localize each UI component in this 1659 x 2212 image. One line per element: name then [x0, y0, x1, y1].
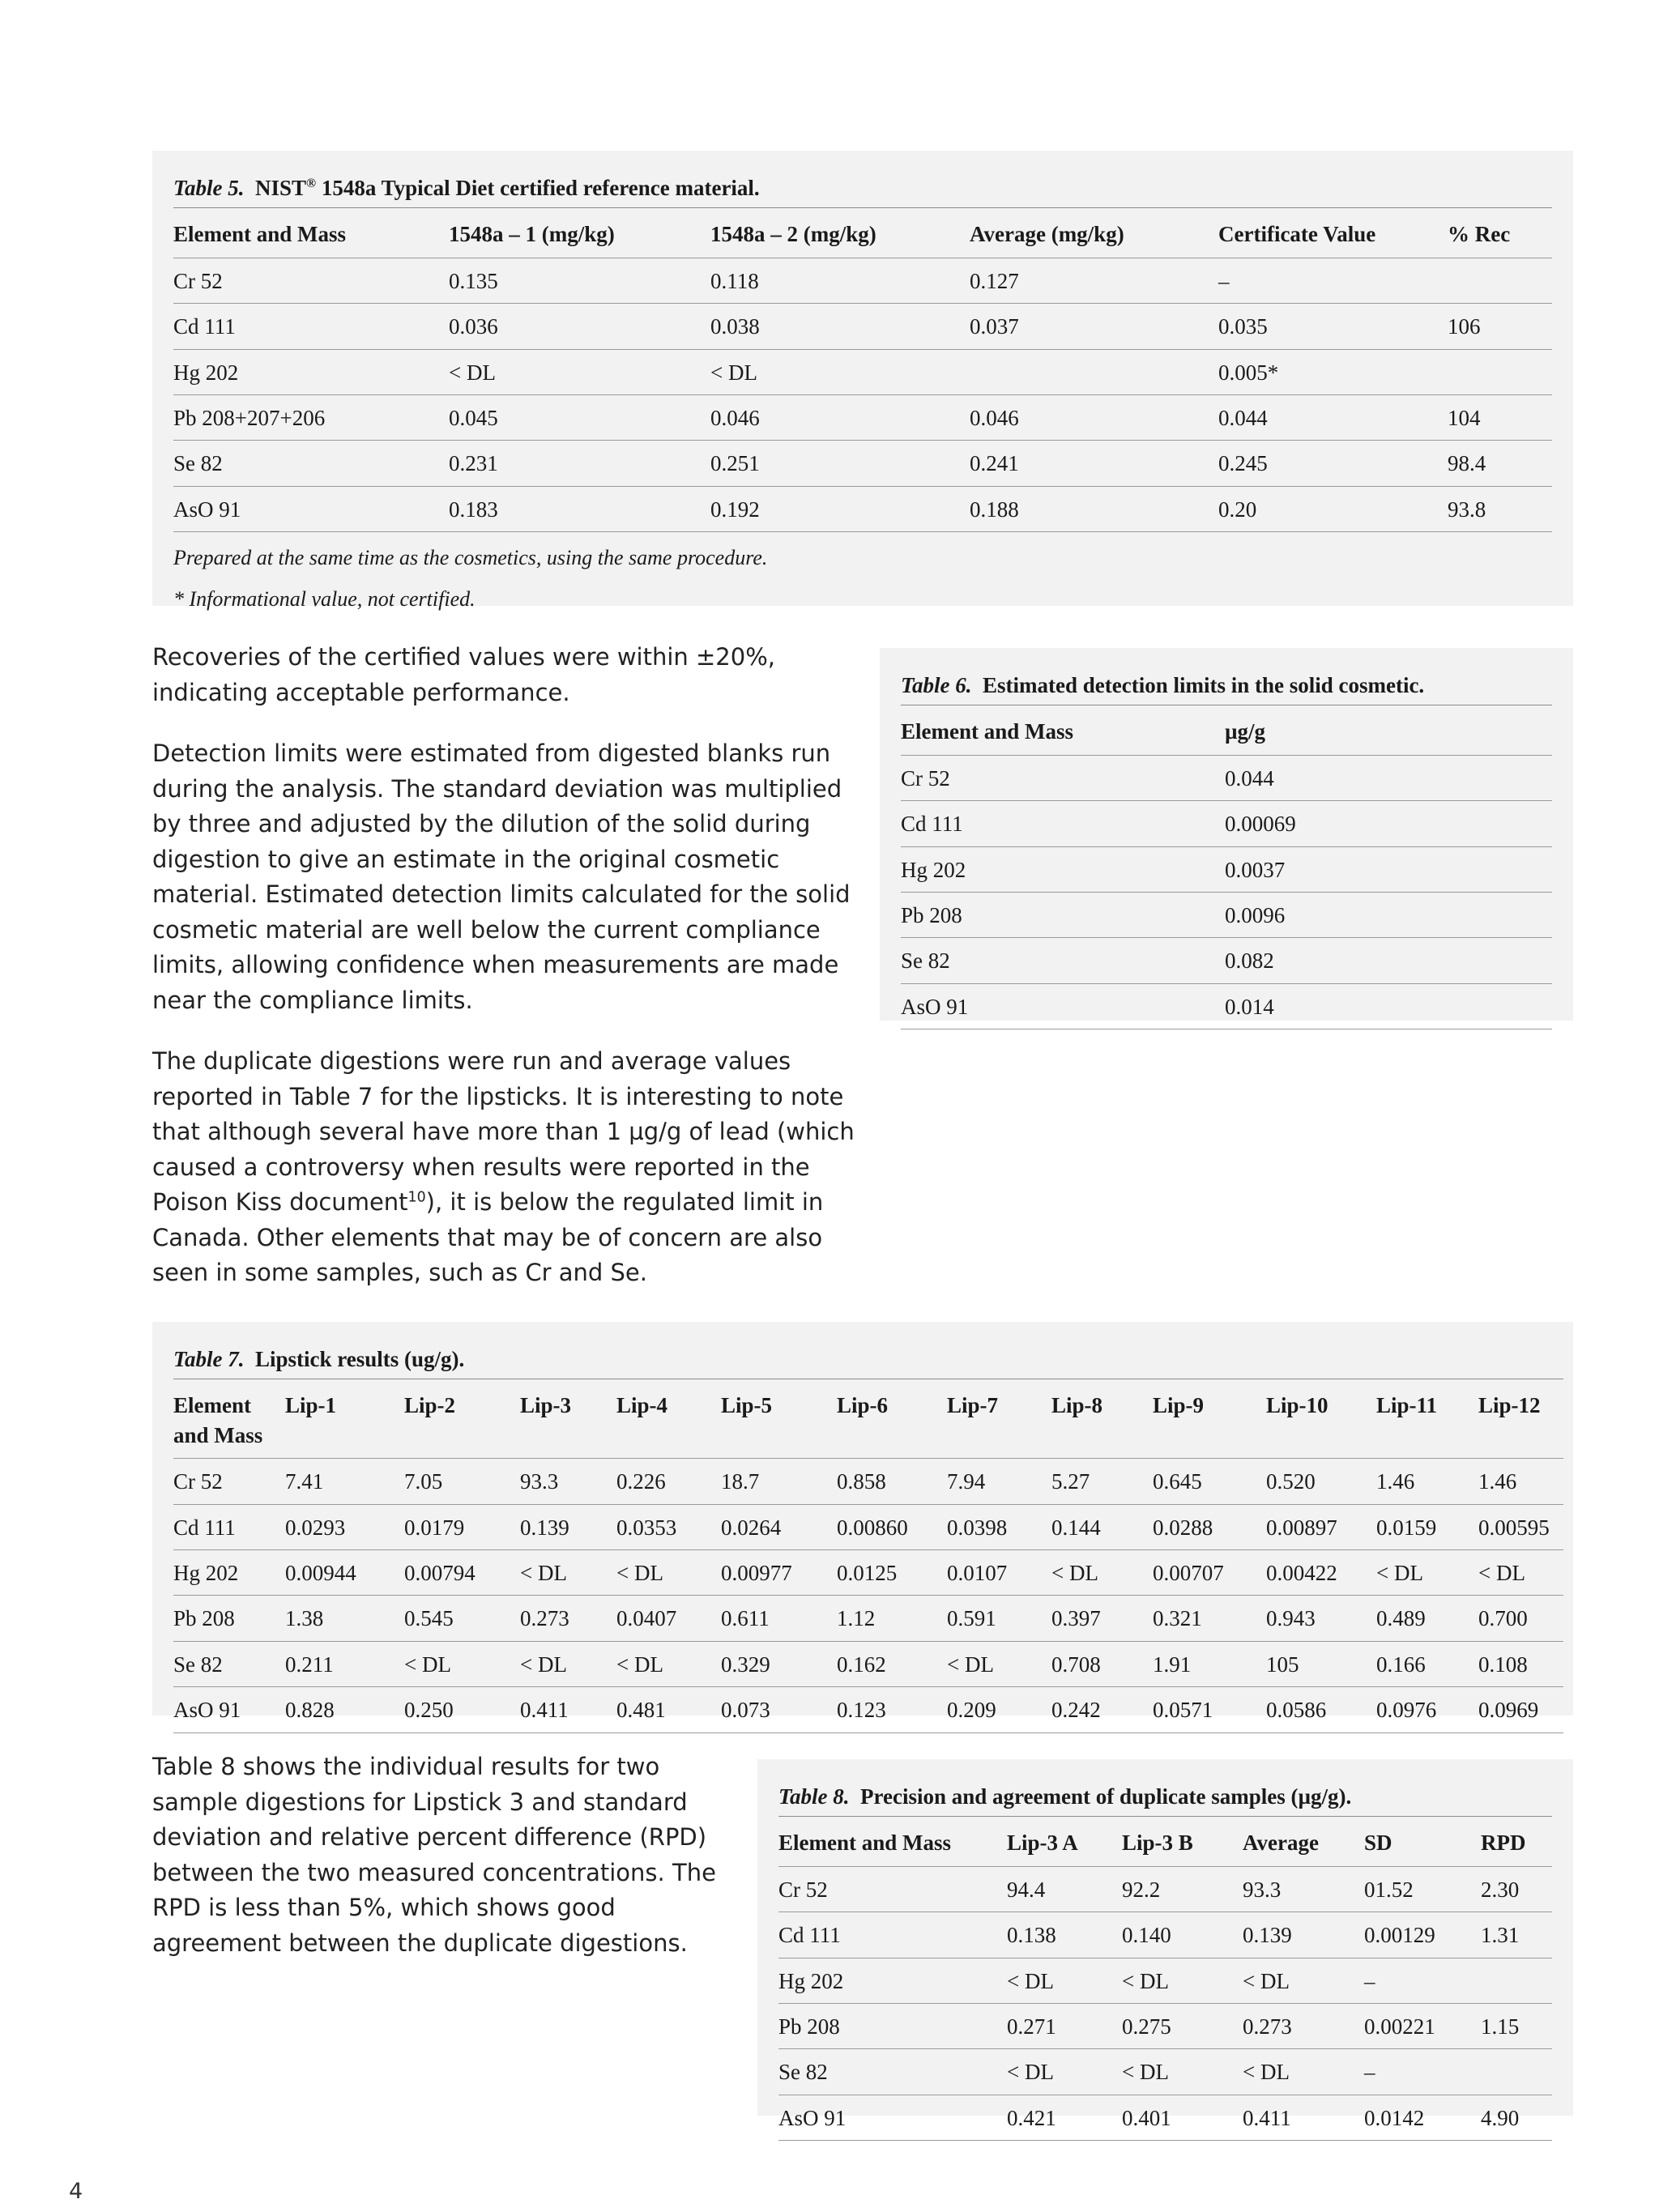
- table7-cell: 1.91: [1153, 1641, 1266, 1686]
- table8-caption: Table 8. Precision and agreement of duplicate samples (µg/g).: [778, 1784, 1552, 1817]
- table8-cell: < DL: [1007, 2049, 1122, 2095]
- table8-cell: [1481, 1958, 1552, 2003]
- table7-cell: 0.162: [837, 1641, 947, 1686]
- table5-header-cell: Element and Mass: [173, 222, 347, 247]
- table7-cell: 0.0353: [616, 1504, 721, 1549]
- table8-header-cell: SD: [1364, 1831, 1392, 1856]
- table8-cell: 0.421: [1007, 2095, 1122, 2140]
- table5-cell: 0.245: [1218, 441, 1448, 486]
- table5-row: [173, 441, 1552, 486]
- table7-header-cell: Lip-8: [1051, 1393, 1103, 1418]
- table6: [901, 709, 1552, 1029]
- table5-cell: –: [1218, 258, 1448, 303]
- table5-cell: Cd 111: [173, 304, 449, 349]
- table8: [778, 1820, 1552, 2141]
- table7-cell: < DL: [616, 1550, 721, 1596]
- table7-cell: 0.209: [947, 1687, 1051, 1733]
- table7-cell: 18.7: [721, 1459, 837, 1504]
- table7-cell: 105: [1266, 1641, 1376, 1686]
- table8-cell: 4.90: [1481, 2095, 1552, 2140]
- table8-cell: Cd 111: [778, 1912, 1007, 1958]
- table8-row: [778, 1958, 1552, 2003]
- table7-cell: 0.00860: [837, 1504, 947, 1549]
- table6-row: [901, 983, 1552, 1029]
- table5-cell: Cr 52: [173, 258, 449, 303]
- table8-cell: < DL: [1122, 1958, 1243, 2003]
- table8-box: [757, 1759, 1573, 2130]
- table5-cell: 0.127: [970, 258, 1218, 303]
- table8-cell: 0.139: [1243, 1912, 1364, 1958]
- table6-cell: Pb 208: [901, 893, 1225, 938]
- table5-cell: 0.20: [1218, 486, 1448, 531]
- table7-cell: 0.397: [1051, 1596, 1153, 1641]
- table7-row: [173, 1550, 1563, 1596]
- table8-cell: 94.4: [1007, 1866, 1122, 1912]
- table7-cell: 0.00944: [285, 1550, 404, 1596]
- table7-cell: Se 82: [173, 1641, 285, 1686]
- table5-cell: < DL: [449, 349, 710, 394]
- table7-cell: 0.858: [837, 1459, 947, 1504]
- table7-cell: 0.828: [285, 1687, 404, 1733]
- table5-header-cell: 1548a – 2 (mg/kg): [710, 222, 876, 247]
- table7-row: [173, 1504, 1563, 1549]
- table7: [173, 1383, 1563, 1733]
- table5-header-cell: Certificate Value: [1218, 222, 1376, 247]
- table6-row: [901, 801, 1552, 846]
- table8-cell: –: [1364, 2049, 1481, 2095]
- table7-row: [173, 1687, 1563, 1733]
- table8-cell: < DL: [1122, 2049, 1243, 2095]
- table7-cell: 0.545: [404, 1596, 520, 1641]
- table7-cell: Hg 202: [173, 1550, 285, 1596]
- table6-cell: Hg 202: [901, 846, 1225, 892]
- table7-cell: Cr 52: [173, 1459, 285, 1504]
- table7-header-cell: Lip-12: [1478, 1393, 1541, 1418]
- table5-cell: [1448, 349, 1552, 394]
- table5-cell: 0.251: [710, 441, 970, 486]
- table7-cell: 0.0107: [947, 1550, 1051, 1596]
- body-text-top: [152, 640, 857, 1291]
- table7-cell: 0.00897: [1266, 1504, 1376, 1549]
- table7-cell: 0.242: [1051, 1687, 1153, 1733]
- table7-cell: 0.321: [1153, 1596, 1266, 1641]
- table7-cell: 0.0179: [404, 1504, 520, 1549]
- table7-cell: < DL: [947, 1641, 1051, 1686]
- table5-row: [173, 304, 1552, 349]
- table8-header-cell: Lip-3 A: [1007, 1831, 1078, 1856]
- table8-cell: Se 82: [778, 2049, 1007, 2095]
- table7-cell: Cd 111: [173, 1504, 285, 1549]
- table7-box: [152, 1322, 1573, 1723]
- table6-cell: Cd 111: [901, 801, 1225, 846]
- table5-row: [173, 395, 1552, 441]
- table6-cell: AsO 91: [901, 983, 1225, 1029]
- table5-caption: Table 5. NIST® 1548a Typical Diet certified reference material.: [173, 175, 1552, 208]
- table7-cell: 5.27: [1051, 1459, 1153, 1504]
- table5-cell: Hg 202: [173, 349, 449, 394]
- paragraph-recoveries: Recoveries of the certified values were within ±20%, indicating acceptable performance.: [152, 643, 775, 706]
- table7-cell: 0.708: [1051, 1641, 1153, 1686]
- table8-cell: Hg 202: [778, 1958, 1007, 2003]
- table8-row: [778, 1912, 1552, 1958]
- table7-cell: 0.489: [1376, 1596, 1478, 1641]
- table5: [173, 211, 1552, 532]
- table7-header-cell: Lip-9: [1153, 1393, 1205, 1418]
- table7-cell: 0.00977: [721, 1550, 837, 1596]
- table7-cell: 93.3: [520, 1459, 616, 1504]
- table7-header-cell: Lip-10: [1266, 1393, 1328, 1418]
- table7-cell: 0.700: [1478, 1596, 1563, 1641]
- table7-cell: 0.123: [837, 1687, 947, 1733]
- table7-cell: < DL: [1051, 1550, 1153, 1596]
- table6-header-cell: Element and Mass: [901, 719, 1074, 744]
- table7-header-cell: Lip-2: [404, 1393, 456, 1418]
- table8-cell: 93.3: [1243, 1866, 1364, 1912]
- table8-cell: 0.00129: [1364, 1912, 1481, 1958]
- table7-cell: 0.0571: [1153, 1687, 1266, 1733]
- table6-row: [901, 755, 1552, 800]
- table5-cell: Pb 208+207+206: [173, 395, 449, 441]
- table8-cell: < DL: [1243, 1958, 1364, 2003]
- table5-row: [173, 258, 1552, 303]
- table8-cell: 92.2: [1122, 1866, 1243, 1912]
- table7-header-cell: Lip-4: [616, 1393, 668, 1418]
- table6-cell: 0.0037: [1225, 846, 1552, 892]
- table7-cell: 0.411: [520, 1687, 616, 1733]
- table7-header-cell: Element and Mass: [173, 1393, 263, 1447]
- table7-cell: 0.0159: [1376, 1504, 1478, 1549]
- table7-header-cell: Lip-6: [837, 1393, 889, 1418]
- table5-cell: 93.8: [1448, 486, 1552, 531]
- table8-cell: 0.411: [1243, 2095, 1364, 2140]
- table7-cell: < DL: [1376, 1550, 1478, 1596]
- table8-header-cell: Element and Mass: [778, 1831, 952, 1856]
- paragraph-precision: Table 8 shows the individual results for two sample digestions for Lipstick 3 and standard deviation and relative percent difference (RPD) between the two measured concentrations. The RPD is less than 5%, which shows good agreement between the duplicate digestions.: [152, 1753, 716, 1957]
- table8-row: [778, 1866, 1552, 1912]
- table7-header-cell: Lip-5: [721, 1393, 773, 1418]
- table7-cell: 7.41: [285, 1459, 404, 1504]
- table7-cell: 0.0407: [616, 1596, 721, 1641]
- table7-cell: < DL: [520, 1550, 616, 1596]
- table7-cell: 0.00707: [1153, 1550, 1266, 1596]
- table6-row: [901, 846, 1552, 892]
- table7-cell: 0.0264: [721, 1504, 837, 1549]
- table7-cell: < DL: [404, 1641, 520, 1686]
- table8-cell: Cr 52: [778, 1866, 1007, 1912]
- table7-cell: 0.0288: [1153, 1504, 1266, 1549]
- table8-cell: 0.140: [1122, 1912, 1243, 1958]
- table5-box: [152, 151, 1573, 612]
- table8-cell: [1481, 2049, 1552, 2095]
- table8-header-cell: RPD: [1481, 1831, 1526, 1856]
- table5-cell: 0.231: [449, 441, 710, 486]
- table7-cell: 0.591: [947, 1596, 1051, 1641]
- table7-cell: 0.611: [721, 1596, 837, 1641]
- table5-cell: 0.135: [449, 258, 710, 303]
- table5-row: [173, 486, 1552, 531]
- table7-cell: 0.139: [520, 1504, 616, 1549]
- table7-cell: 0.226: [616, 1459, 721, 1504]
- table7-header-cell: Lip-7: [947, 1393, 999, 1418]
- table8-cell: 1.31: [1481, 1912, 1552, 1958]
- table7-cell: 0.211: [285, 1641, 404, 1686]
- table5-header-cell: Average (mg/kg): [970, 222, 1124, 247]
- table7-row: [173, 1459, 1563, 1504]
- table5-cell: [970, 349, 1218, 394]
- table7-cell: 0.0969: [1478, 1687, 1563, 1733]
- reference-superscript: 10: [407, 1189, 426, 1206]
- table7-cell: 0.00422: [1266, 1550, 1376, 1596]
- table5-cell: 0.044: [1218, 395, 1448, 441]
- table7-caption: Table 7. Lipstick results (ug/g).: [173, 1346, 1563, 1379]
- table7-cell: 0.943: [1266, 1596, 1376, 1641]
- table7-cell: < DL: [616, 1641, 721, 1686]
- table7-cell: Pb 208: [173, 1596, 285, 1641]
- table6-cell: 0.014: [1225, 983, 1552, 1029]
- table6-header-cell: µg/g: [1225, 719, 1266, 744]
- table5-cell: 0.183: [449, 486, 710, 531]
- table8-cell: 2.30: [1481, 1866, 1552, 1912]
- table5-cell: < DL: [710, 349, 970, 394]
- table8-cell: 01.52: [1364, 1866, 1481, 1912]
- table7-cell: 7.94: [947, 1459, 1051, 1504]
- table7-cell: 1.46: [1376, 1459, 1478, 1504]
- table5-row: [173, 349, 1552, 394]
- table5-cell: 0.046: [970, 395, 1218, 441]
- table7-cell: AsO 91: [173, 1687, 285, 1733]
- table7-cell: 0.073: [721, 1687, 837, 1733]
- table7-cell: 0.250: [404, 1687, 520, 1733]
- table8-cell: 0.275: [1122, 2004, 1243, 2049]
- body-text-bottom: [152, 1750, 736, 1961]
- table5-cell: 106: [1448, 304, 1552, 349]
- table7-cell: 0.0125: [837, 1550, 947, 1596]
- table7-cell: < DL: [520, 1641, 616, 1686]
- table8-cell: AsO 91: [778, 2095, 1007, 2140]
- table6-caption: Table 6. Estimated detection limits in the solid cosmetic.: [901, 672, 1552, 705]
- table7-cell: 0.0586: [1266, 1687, 1376, 1733]
- table6-row: [901, 893, 1552, 938]
- table7-cell: 0.144: [1051, 1504, 1153, 1549]
- table8-row: [778, 2095, 1552, 2140]
- table8-cell: 0.138: [1007, 1912, 1122, 1958]
- table7-header-cell: Lip-11: [1376, 1393, 1438, 1418]
- table7-cell: 0.481: [616, 1687, 721, 1733]
- table7-row: [173, 1596, 1563, 1641]
- table7-cell: 1.12: [837, 1596, 947, 1641]
- table6-cell: Se 82: [901, 938, 1225, 983]
- table5-cell: 104: [1448, 395, 1552, 441]
- table5-cell: 0.241: [970, 441, 1218, 486]
- table8-header-cell: Lip-3 B: [1122, 1831, 1193, 1856]
- table5-cell: [1448, 258, 1552, 303]
- table6-cell: 0.044: [1225, 755, 1552, 800]
- table7-cell: 0.108: [1478, 1641, 1563, 1686]
- table8-cell: 0.273: [1243, 2004, 1364, 2049]
- table8-cell: < DL: [1007, 1958, 1122, 2003]
- table5-cell: Se 82: [173, 441, 449, 486]
- table5-cell: 0.005*: [1218, 349, 1448, 394]
- table7-header-cell: Lip-1: [285, 1393, 337, 1418]
- table8-cell: 0.00221: [1364, 2004, 1481, 2049]
- paragraph-duplicates: The duplicate digestions were run and average values reported in Table 7 for the lipsticks. It is interesting to note that although several have more than 1 µg/g of lead (which caused a controversy when results were reported in the Poison Kiss document$^{10}$), it is below the regulated limit in Canada. Other elements that may be of concern are also seen in some samples, such as Cr and Se.: [152, 1047, 855, 1286]
- table5-header-cell: % Rec: [1448, 222, 1511, 247]
- table7-cell: 0.00794: [404, 1550, 520, 1596]
- table7-cell: < DL: [1478, 1550, 1563, 1596]
- page-number: 4: [69, 2179, 83, 2204]
- table5-cell: 0.038: [710, 304, 970, 349]
- table7-cell: 0.0293: [285, 1504, 404, 1549]
- table8-row: [778, 2004, 1552, 2049]
- table5-cell: 0.037: [970, 304, 1218, 349]
- table7-cell: 0.00595: [1478, 1504, 1563, 1549]
- table7-cell: 0.0976: [1376, 1687, 1478, 1733]
- table7-cell: 1.46: [1478, 1459, 1563, 1504]
- table5-cell: 0.188: [970, 486, 1218, 531]
- table5-header-cell: 1548a – 1 (mg/kg): [449, 222, 615, 247]
- table8-cell: < DL: [1243, 2049, 1364, 2095]
- table8-cell: 0.271: [1007, 2004, 1122, 2049]
- table8-cell: –: [1364, 1958, 1481, 2003]
- table6-cell: Cr 52: [901, 755, 1225, 800]
- table5-cell: 0.036: [449, 304, 710, 349]
- table7-cell: 0.645: [1153, 1459, 1266, 1504]
- table7-cell: 0.329: [721, 1641, 837, 1686]
- table6-cell: 0.00069: [1225, 801, 1552, 846]
- table5-cell: AsO 91: [173, 486, 449, 531]
- table5-cell: 0.118: [710, 258, 970, 303]
- table7-cell: 0.166: [1376, 1641, 1478, 1686]
- table7-header-cell: Lip-3: [520, 1393, 572, 1418]
- table8-row: [778, 2049, 1552, 2095]
- table8-header-cell: Average: [1243, 1831, 1319, 1856]
- table6-row: [901, 938, 1552, 983]
- table7-cell: 7.05: [404, 1459, 520, 1504]
- table8-cell: Pb 208: [778, 2004, 1007, 2049]
- table5-cell: 98.4: [1448, 441, 1552, 486]
- table5-cell: 0.035: [1218, 304, 1448, 349]
- table5-cell: 0.192: [710, 486, 970, 531]
- table7-cell: 0.0398: [947, 1504, 1051, 1549]
- table5-footnote: * Informational value, not certified.: [173, 587, 476, 612]
- table5-cell: 0.045: [449, 395, 710, 441]
- table7-row: [173, 1641, 1563, 1686]
- table6-cell: 0.082: [1225, 938, 1552, 983]
- paragraph-detection-limits: Detection limits were estimated from digested blanks run during the analysis. The standard deviation was multiplied by three and adjusted by the dilution of the solid during digestion to give an estimate in the original cosmetic material. Estimated detection limits calculated for the solid cosmetic material are well below the current compliance limits, allowing confidence when measurements are made near the compliance limits.: [152, 739, 851, 1014]
- table8-cell: 0.0142: [1364, 2095, 1481, 2140]
- table8-cell: 1.15: [1481, 2004, 1552, 2049]
- table5-cell: 0.046: [710, 395, 970, 441]
- table8-cell: 0.401: [1122, 2095, 1243, 2140]
- table7-cell: 0.273: [520, 1596, 616, 1641]
- table6-cell: 0.0096: [1225, 893, 1552, 938]
- table7-cell: 1.38: [285, 1596, 404, 1641]
- table6-box: [880, 648, 1573, 1021]
- table7-cell: 0.520: [1266, 1459, 1376, 1504]
- table5-note: Prepared at the same time as the cosmetics, using the same procedure.: [173, 546, 768, 570]
